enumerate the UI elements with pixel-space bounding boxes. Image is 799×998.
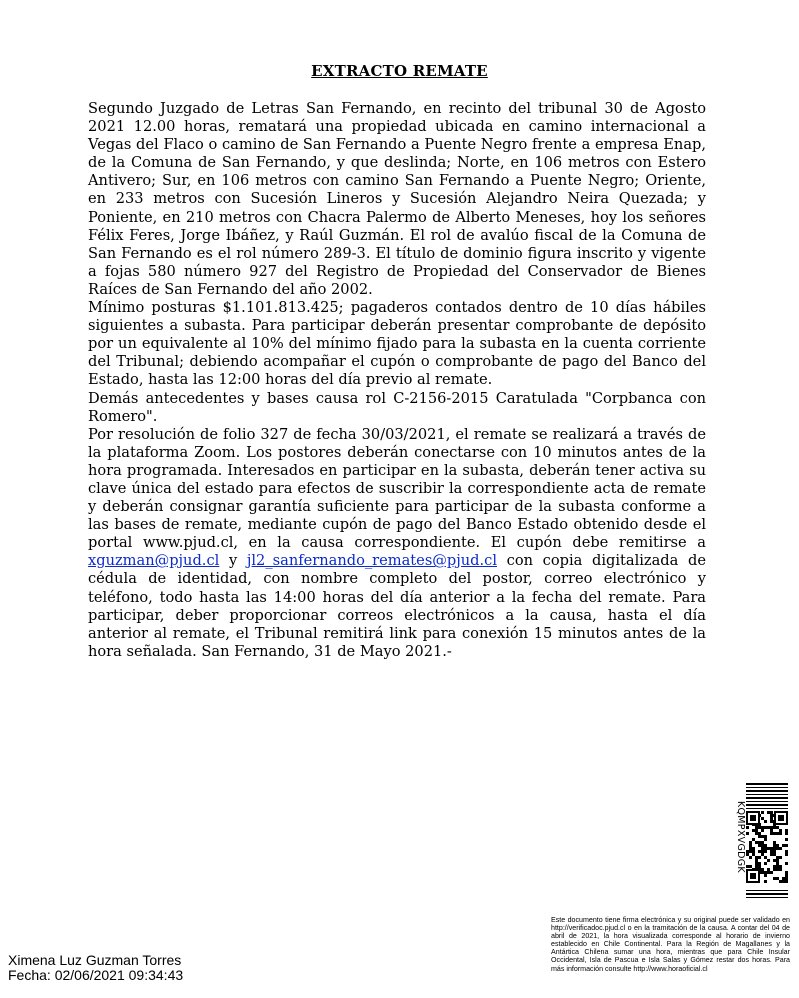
- signer-name: Ximena Luz Guzman Torres: [8, 952, 182, 968]
- paragraph-property-description: Segundo Juzgado de Letras San Fernando, en recinto del tribunal 30 de Agosto 2021 12.00 horas, rematará una propiedad ubicada en camino internacional a Vegas del Flaco o camino de San Fernando a Puente Negro frente a empresa Enap, de la Comuna de San Fernando, y que deslinda; Norte, en 106 metros con Estero Antivero; Sur, en 106 metros con camino San Fernando a Puente Negro; Oriente, en 233 metros con Sucesión Lineros y Sucesión Alejandro Neira Quezada; y Poniente, en 210 metros con Chacra Palermo de Alberto Meneses, hoy los señores Félix Feres, Jorge Ibáñez, y Raúl Guzmán. El rol de avalúo fiscal de la Comuna de San Fernando es el rol número 289-3. El título de dominio figura inscrito y vigente a fojas 580 número 927 del Registro de Propiedad del Conservador de Bienes Raíces de San Fernando del año 2002.: [88, 100, 706, 298]
- zoom-text-connector: y: [219, 552, 247, 570]
- paragraph-zoom-instructions: [88, 426, 706, 661]
- verification-code: KQMPXVGDGK: [735, 801, 746, 873]
- zoom-text-part1: Por resolución de folio 327 de fecha 30/03/2021, el remate se realizará a través de la plataforma Zoom. Los postores deberán conectarse con 10 minutos antes de la hora programada. Interesados en participar en la subasta, deberán tener activa su clave única del estado para efectos de suscribir la correspondiente acta de remate y deberán consignar garantía suficiente para participar de la subasta conforme a las bases de remate, mediante cupón de pago del Banco Estado obtenido desde el portal www.pjud.cl, en la causa correspondiente. El cupón debe remitirse a: [88, 425, 706, 552]
- email-link-remates[interactable]: jl2_sanfernando_remates@pjud.cl: [246, 552, 497, 570]
- email-link-xguzman[interactable]: xguzman@pjud.cl: [88, 552, 220, 570]
- paragraph-minimum-bid: Mínimo posturas $1.101.813.425; pagaderos contados dentro de 10 días hábiles siguientes a subasta. Para participar deberán presentar comprobante de depósito por un equivalente al 10% del mínimo fijado para la subasta en la cuenta corriente del Tribunal; debiendo acompañar el cupón o comprobante de pago del Banco del Estado, hasta las 12:00 horas del día previo al remate.: [88, 299, 706, 389]
- verification-block: [734, 783, 788, 893]
- document-body: [88, 100, 706, 661]
- zoom-text-part2: con copia digitalizada de cédula de identidad, con nombre completo del postor, correo electrónico y teléfono, todo hasta las 14:00 horas del día anterior a la fecha del remate. Para participar, deber proporcionar correos electrónicos a la causa, hasta el día anterior al remate, el Tribunal remitirá link para conexión 15 minutos antes de la hora señalada. San Fernando, 31 de Mayo 2021.-: [88, 552, 706, 660]
- electronic-signature-notice: Este documento tiene firma electrónica y su original puede ser validado en http://verificadoc.pjud.cl o en la tramitación de la causa. A contar del 04 de abril de 2021, la hora visualizada corresponde al horario de invierno establecido en Chile Continental. Para la Región de Magallanes y la Antártica Chilena sumar una hora, mientras que para Chile Insular Occidental, Isla de Pascua e Isla Salas y Gómez restar dos horas. Para más información consulte http://www.horaoficial.cl: [551, 916, 790, 973]
- paragraph-case-reference: Demás antecedentes y bases causa rol C-2156-2015 Caratulada "Corpbanca con Romero".: [88, 389, 706, 425]
- document-title: EXTRACTO REMATE: [311, 62, 488, 80]
- qr-code-icon: [746, 783, 788, 891]
- barcode-lower: [746, 883, 788, 891]
- signature-block: [8, 953, 183, 983]
- signature-date: Fecha: 02/06/2021 09:34:43: [8, 967, 184, 983]
